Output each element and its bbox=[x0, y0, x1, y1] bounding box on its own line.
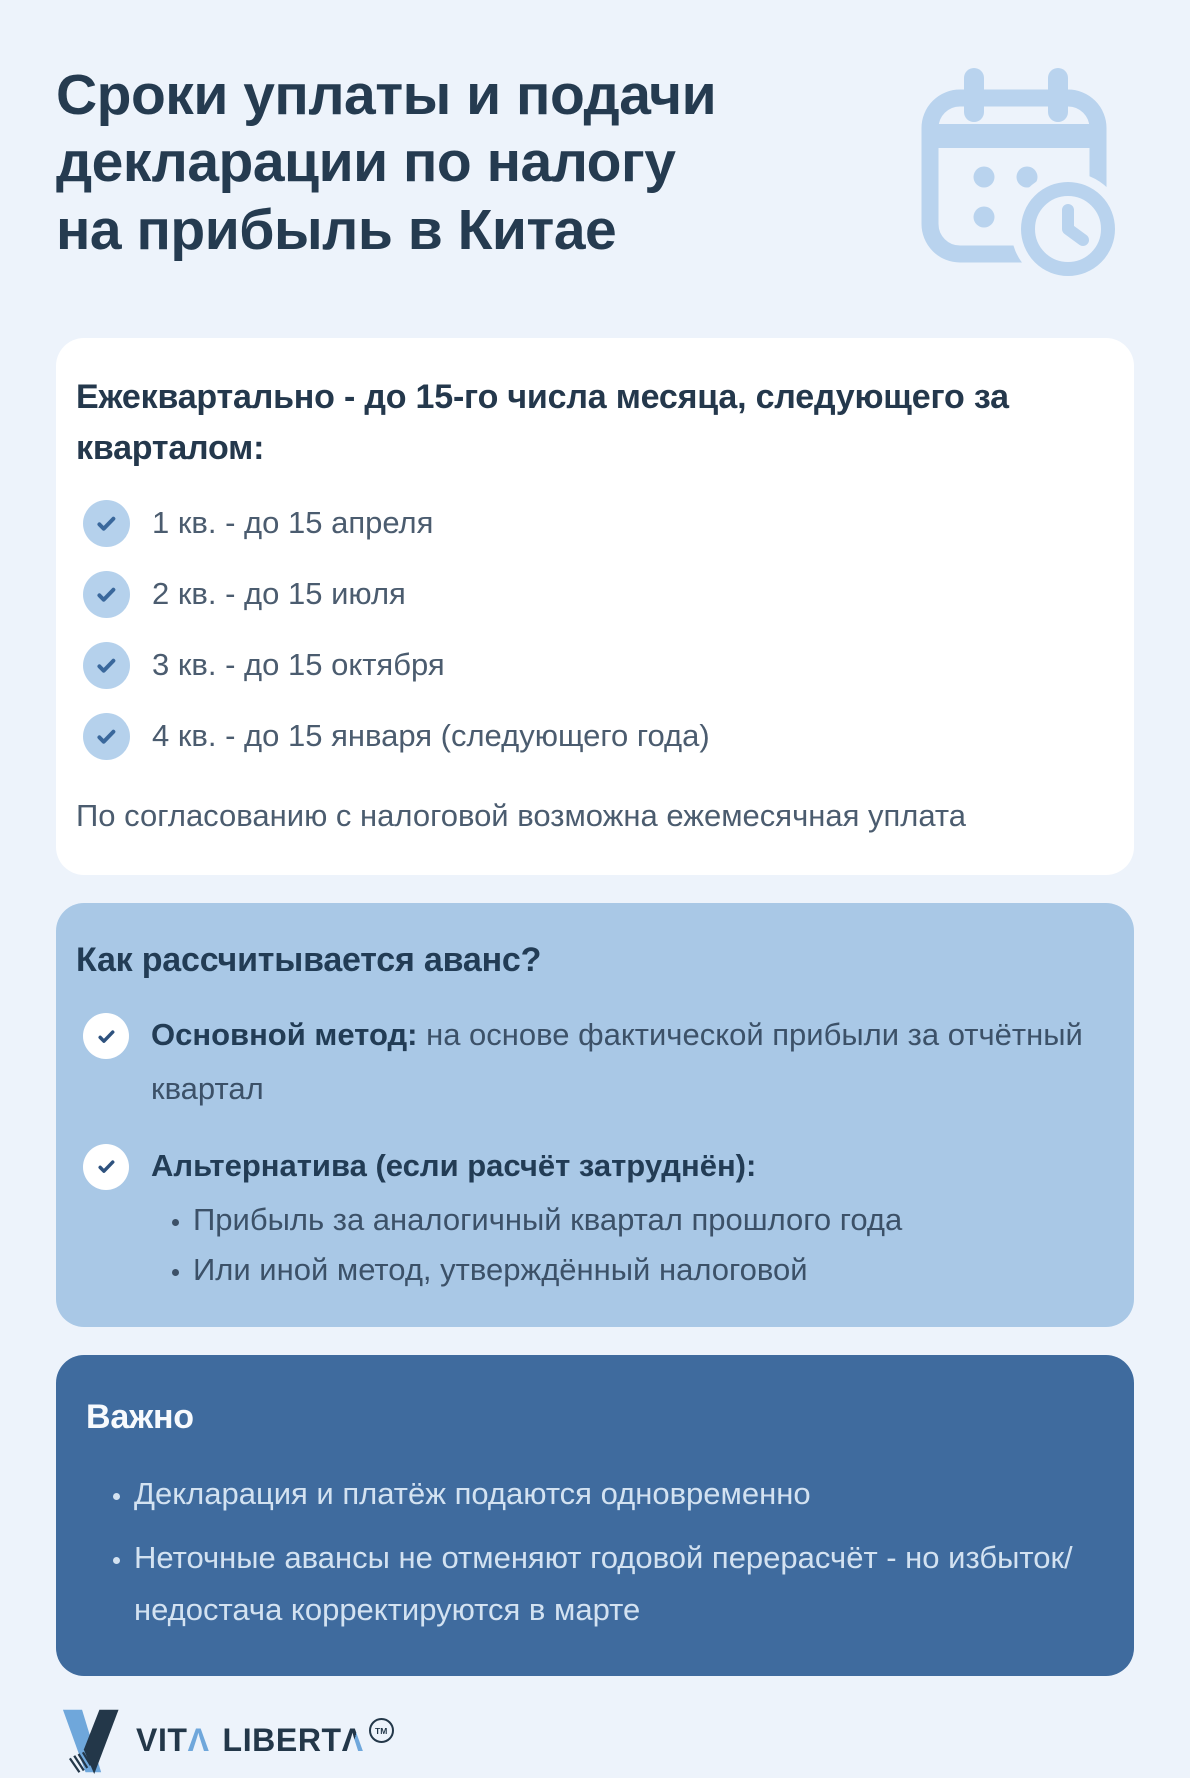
wordmark-a-dark: Λ bbox=[341, 1721, 364, 1758]
important-list bbox=[86, 1468, 1098, 1636]
sub-bullet-item: • Прибыль за аналогичный квартал прошлого года bbox=[193, 1195, 902, 1245]
checklist-item bbox=[83, 713, 1098, 760]
checklist-item-label: 4 кв. - до 15 января (следующего года) bbox=[152, 718, 710, 754]
advance-item-bold-label: Альтернатива (если расчёт затруднён): bbox=[151, 1147, 757, 1183]
card-heading bbox=[76, 372, 1098, 474]
check-icon bbox=[83, 713, 130, 760]
calendar-clock-icon bbox=[910, 64, 1118, 276]
important-item: • Неточные авансы не отменяют годовой перерасчёт - но избыток/недостача корректируются в марте bbox=[134, 1532, 1098, 1636]
wordmark-a-blue: Λ bbox=[187, 1721, 210, 1758]
check-icon bbox=[83, 571, 130, 618]
sub-bullet-item: • Или иной метод, утверждённый налоговой bbox=[193, 1245, 902, 1295]
checklist-item bbox=[83, 500, 1098, 547]
page-title bbox=[56, 62, 856, 264]
quarterly-checklist bbox=[76, 500, 1098, 760]
important-card bbox=[56, 1355, 1134, 1675]
card-heading: Как рассчитывается аванс? bbox=[76, 941, 542, 980]
note-text: По согласованию с налоговой возможна ежемесячная уплата bbox=[76, 797, 967, 833]
card-heading-line: за кварталом: bbox=[76, 377, 1009, 467]
advance-item-text bbox=[151, 1139, 902, 1296]
check-icon bbox=[83, 500, 130, 547]
check-icon bbox=[83, 642, 130, 689]
important-heading: Важно bbox=[86, 1398, 194, 1437]
quarterly-deadlines-card bbox=[56, 338, 1134, 875]
checklist-item bbox=[83, 642, 1098, 689]
advance-item-bold-label: Основной метод: bbox=[151, 1017, 418, 1053]
checklist-item-label: 2 кв. - до 15 июля bbox=[152, 576, 406, 612]
vita-liberta-logo bbox=[56, 1704, 394, 1778]
page-title-line: Сроки уплаты и подачи bbox=[56, 63, 717, 127]
wordmark-vit: VIT bbox=[136, 1721, 188, 1758]
logo-wordmark bbox=[136, 1722, 394, 1761]
check-icon bbox=[83, 1144, 129, 1190]
tm-badge: TM bbox=[369, 1718, 394, 1743]
card-heading-line: Ежеквартально - до 15-го числа месяца, следующего bbox=[76, 377, 965, 416]
advance-item-description: на основе фактической прибыли за отчётный квартал bbox=[151, 1017, 1083, 1107]
header bbox=[56, 62, 1134, 264]
advance-item-alternative bbox=[83, 1139, 1098, 1296]
page-title-line: на прибыль в Китае bbox=[56, 197, 617, 262]
checklist-item bbox=[83, 571, 1098, 618]
advance-calculation-card bbox=[56, 903, 1134, 1327]
alternative-sub-list bbox=[151, 1195, 902, 1295]
checklist-item-label: 3 кв. - до 15 октября bbox=[152, 647, 445, 683]
footer bbox=[56, 1704, 1134, 1778]
advance-item-main-method bbox=[83, 1008, 1098, 1117]
page-title-line: декларации по налогу bbox=[56, 130, 676, 195]
checklist-item-label: 1 кв. - до 15 апреля bbox=[152, 505, 434, 541]
logo-mark-icon bbox=[56, 1704, 122, 1778]
wordmark-libert: LIBERT bbox=[222, 1721, 342, 1758]
check-icon bbox=[83, 1013, 129, 1059]
important-item: • Декларация и платёж подаются одновременно bbox=[134, 1468, 1098, 1520]
advance-item-text bbox=[151, 1008, 1098, 1117]
